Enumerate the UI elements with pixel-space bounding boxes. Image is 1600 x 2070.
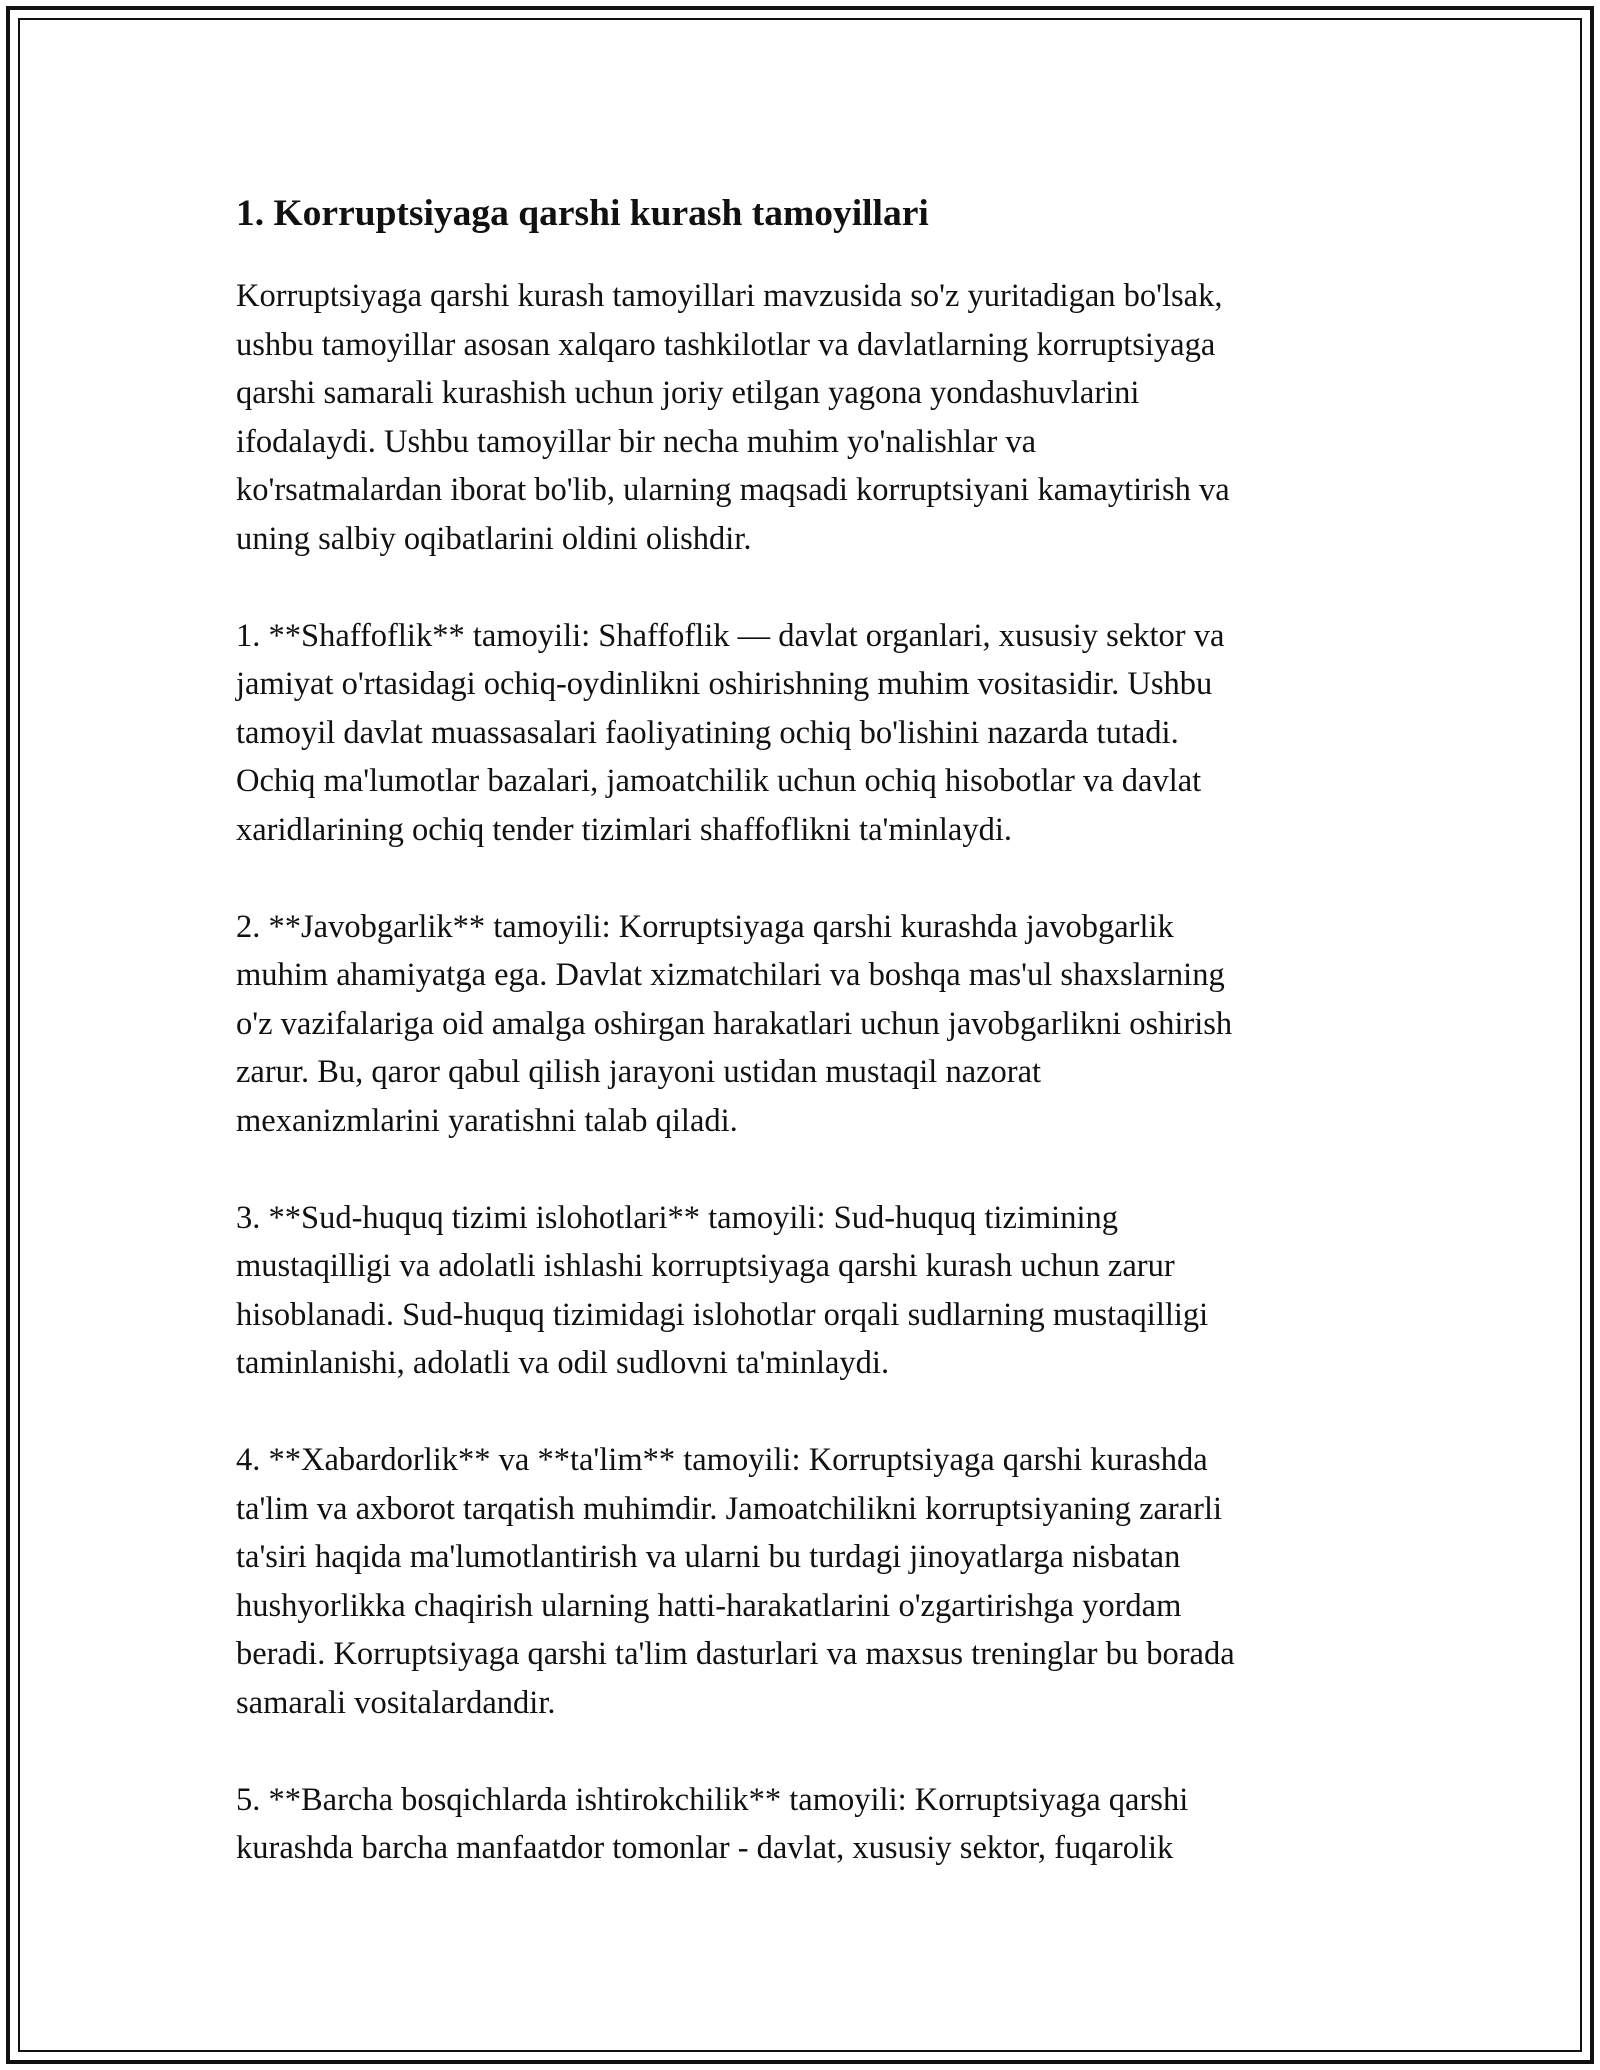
intro-paragraph: Korruptsiyaga qarshi kurash tamoyillari mavzusida so'z yuritadigan bo'lsak, ushbu tamoyillar asosan xalqaro tashkilotlar va davlatlarning korruptsiyaga qarshi samarali kurashish uchun joriy etilgan yagona yondashuvlarini ifodalaydi. Ushbu tamoyillar bir necha muhim yo'nalishlar va ko'rsatmalardan iborat bo'lib, ularning maqsadi korruptsiyani kamaytirish va uning salbiy oqibatlarini oldini olishdir.	[236, 278, 1230, 557]
principle-judicial-reform: 3. **Sud-huquq tizimi islohotlari** tamoyili: Sud-huquq tizimining mustaqilligi va adolatli ishlashi korruptsiyaga qarshi kurash uchun zarur hisoblanadi. Sud-huquq tizimidagi islohotlar orqali sudlarning mustaqilligi taminlanishi, adolatli va odil sudlovni ta'minlaydi.	[236, 1199, 1209, 1381]
document-body	[236, 186, 1366, 1921]
principle-accountability: 2. **Javobgarlik** tamoyili: Korruptsiyaga qarshi kurashda javobgarlik muhim ahamiyatga ega. Davlat xizmatchilari va boshqa mas'ul shaxslarning o'z vazifalariga oid amalga oshirgan harakatlari uchun javobgarlikni oshirish zarur. Bu, qaror qabul qilish jarayoni ustidan mustaqil nazorat mexanizmlarini yaratishni talab qiladi.	[236, 908, 1233, 1139]
principle-participation: 5. **Barcha bosqichlarda ishtirokchilik** tamoyili: Korruptsiyaga qarshi kurashda barcha manfaatdor tomonlar - davlat, xususiy sektor, fuqarolik	[236, 1781, 1189, 1866]
page-title: 1. Korruptsiyaga qarshi kurash tamoyillari	[236, 193, 929, 234]
principle-awareness-education: 4. **Xabardorlik** va **ta'lim** tamoyili: Korruptsiyaga qarshi kurashda ta'lim va axborot tarqatish muhimdir. Jamoatchilikni korruptsiyaning zararli ta'siri haqida ma'lumotlantirish va ularni bu turdagi jinoyatlarga nisbatan hushyorlikka chaqirish ularning hatti-harakatlarini o'zgartirishga yordam beradi. Korruptsiyaga qarshi ta'lim dasturlari va maxsus treninglar bu borada samarali vositalardandir.	[236, 1442, 1235, 1721]
principle-transparency: 1. **Shaffoflik** tamoyili: Shaffoflik — davlat organlari, xususiy sektor va jamiyat o'rtasidagi ochiq-oydinlikni oshirishning muhim vositasidir. Ushbu tamoyil davlat muassasalari faoliyatining ochiq bo'lishini nazarda tutadi. Ochiq ma'lumotlar bazalari, jamoatchilik uchun ochiq hisobotlar va davlat xaridlarining ochiq tender tizimlari shaffoflikni ta'minlaydi.	[236, 617, 1225, 848]
